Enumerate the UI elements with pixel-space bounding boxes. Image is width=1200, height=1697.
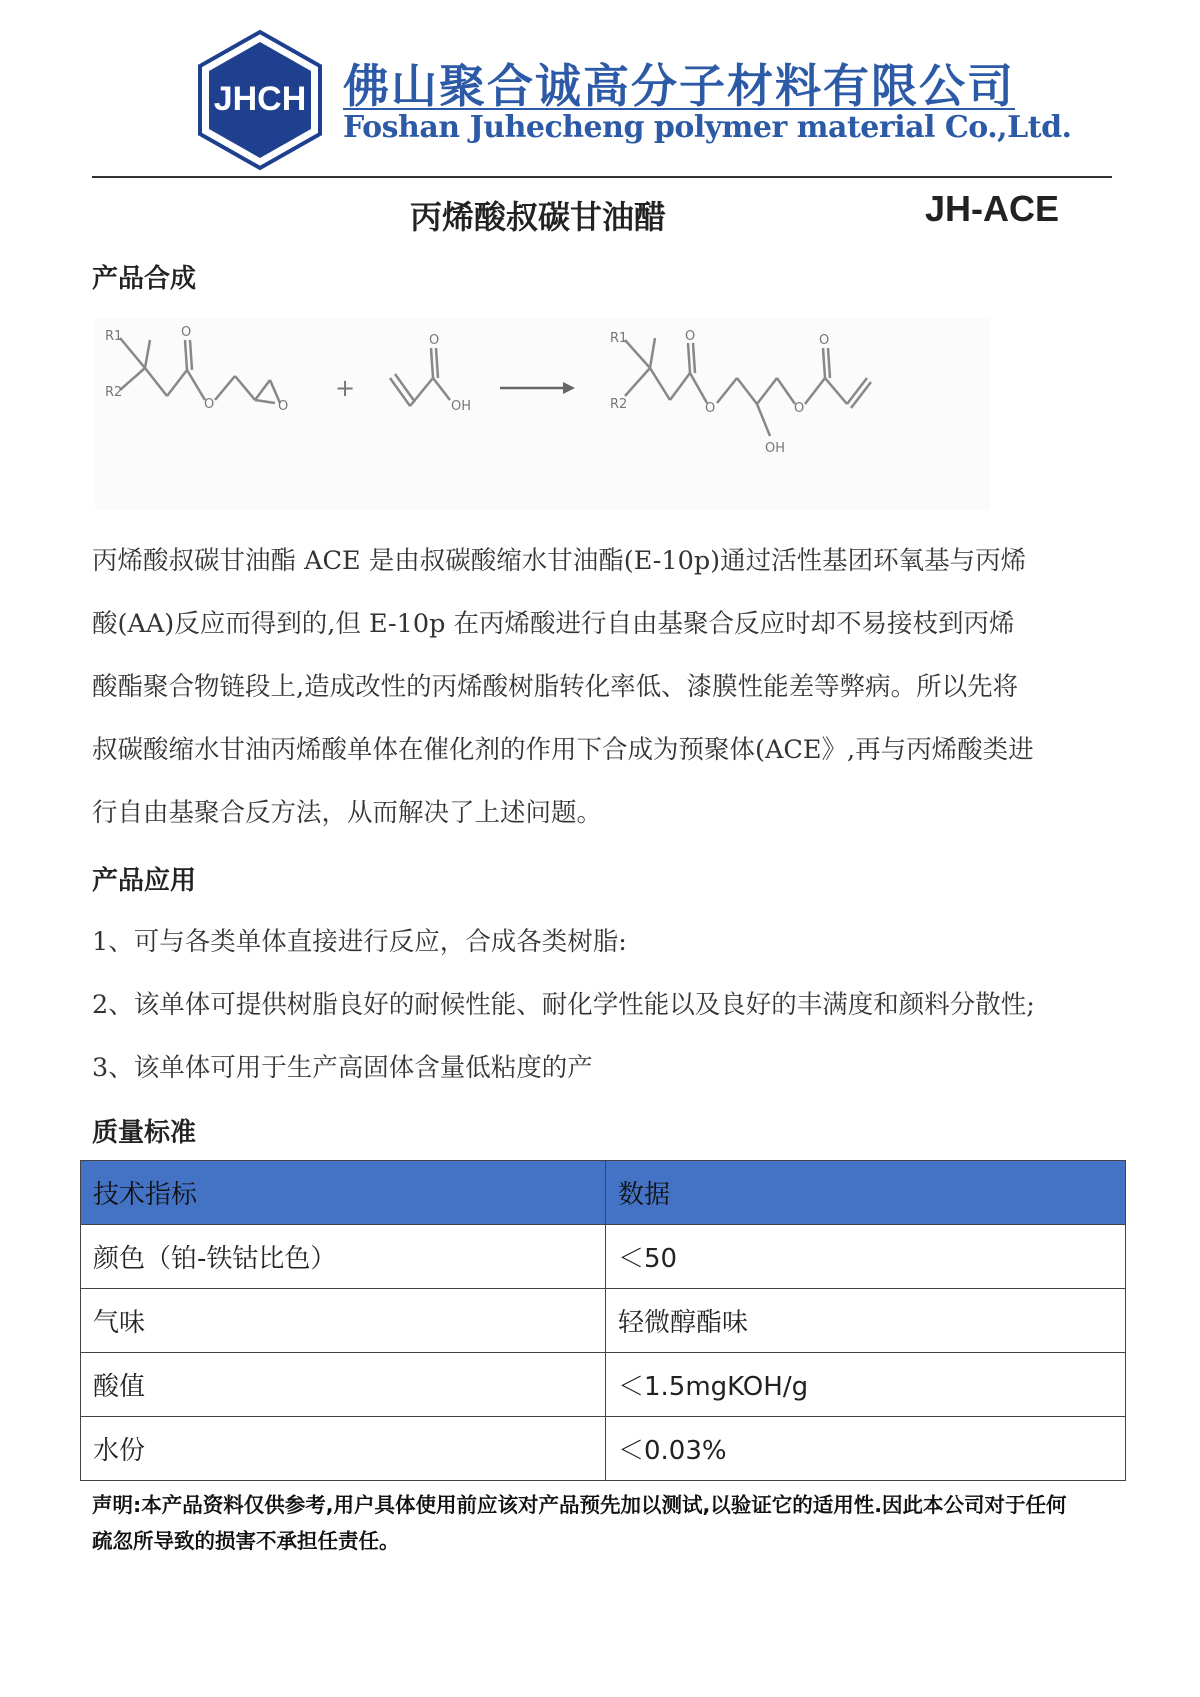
product-ace-structure (625, 338, 871, 436)
paragraph-line: 叔碳酸缩水甘油丙烯酸单体在催化剂的作用下合成为预聚体(ACE》,再与丙烯酸类进 (92, 735, 1034, 765)
disclaimer-line: 声明:本产品资料仅供参考,用户具体使用前应该对产品预先加以测试,以验证它的适用性.因此本公司对于任何 (92, 1493, 1067, 1517)
label-product-oh: OH (765, 441, 786, 456)
column-header: 技术指标 (81, 1161, 606, 1225)
product-code: JH-ACE (925, 188, 1060, 229)
spec-name: 酸值 (81, 1353, 606, 1417)
label-acid-oh: OH (451, 399, 472, 414)
label-product-r2: R2 (610, 397, 628, 412)
spec-value: ＜1.5mgKOH/g (606, 1353, 1126, 1417)
reactant-acrylic-acid (390, 348, 450, 406)
paragraph-line: 丙烯酸叔碳甘油酯 ACE 是由叔碳酸缩水甘油酯(E-10p)通过活性基团环氧基与丙烯 (92, 546, 1027, 576)
company-logo (195, 30, 325, 170)
application-item: 1、可与各类单体直接进行反应，合成各类树脂: (92, 927, 627, 957)
section-quality-heading: 质量标准 (92, 1118, 197, 1148)
spec-value: ＜50 (606, 1225, 1126, 1289)
label-r2: R2 (105, 385, 123, 400)
application-item: 2、该单体可提供树脂良好的耐候性能、耐化学性能以及良好的丰满度和颜料分散性; (92, 990, 1035, 1020)
application-item: 3、该单体可用于生产高固体含量低粘度的产 (92, 1053, 593, 1083)
section-synthesis-heading: 产品合成 (92, 264, 197, 294)
label-ester-o-1: O (204, 397, 215, 412)
label-product-o-1: O (685, 329, 696, 344)
table-row (81, 1353, 1126, 1417)
label-epoxide-o: O (278, 399, 289, 414)
spec-name: 水份 (81, 1417, 606, 1481)
column-header: 数据 (606, 1161, 1126, 1225)
paragraph-line: 酸酯聚合物链段上,造成改性的丙烯酸树脂转化率低、漆膜性能差等弊病。所以先将 (92, 672, 1019, 702)
paragraph-line: 酸(AA)反应而得到的,但 E-10p 在丙烯酸进行自由基聚合反应时却不易接枝到丙烯 (92, 609, 1015, 639)
disclaimer (92, 1487, 1122, 1559)
reactant-glycidyl-ester (120, 338, 280, 403)
reaction-arrow (500, 382, 575, 394)
plus-sign: + (335, 374, 356, 402)
label-product-o-3: O (794, 401, 805, 416)
label-acid-o: O (429, 333, 440, 348)
table-row (81, 1225, 1126, 1289)
paragraph-line: 行自由基聚合反方法，从而解决了上述问题。 (92, 798, 603, 828)
synthesis-paragraph (92, 530, 1117, 845)
label-product-o-2: O (705, 401, 716, 416)
label-r1: R1 (105, 329, 123, 344)
disclaimer-line: 疏忽所导致的损害不承担任责任。 (92, 1529, 400, 1553)
company-name-cn: 佛山聚合诚高分子材料有限公司 (343, 59, 1015, 113)
spec-name: 颜色（铂-铁钴比色） (81, 1225, 606, 1289)
company-header (195, 30, 1072, 170)
company-name-en: Foshan Juhecheng polymer material Co.,Ltd. (343, 110, 1072, 145)
label-product-r1: R1 (610, 331, 628, 346)
spec-value: ＜0.03% (606, 1417, 1126, 1481)
spec-name: 气味 (81, 1289, 606, 1353)
section-application-heading: 产品应用 (92, 866, 197, 896)
product-title: 丙烯酸叔碳甘油醋 (410, 198, 667, 236)
header-divider (92, 176, 1112, 178)
table-row (81, 1289, 1126, 1353)
spec-value: 轻微醇酯味 (606, 1289, 1126, 1353)
quality-spec-table (80, 1160, 1126, 1481)
label-carbonyl-o-1: O (181, 325, 192, 340)
table-header-row (81, 1161, 1126, 1225)
table-row (81, 1417, 1126, 1481)
reaction-scheme (95, 318, 990, 510)
logo-text: JHCH (213, 80, 307, 118)
label-product-o-4: O (819, 333, 830, 348)
